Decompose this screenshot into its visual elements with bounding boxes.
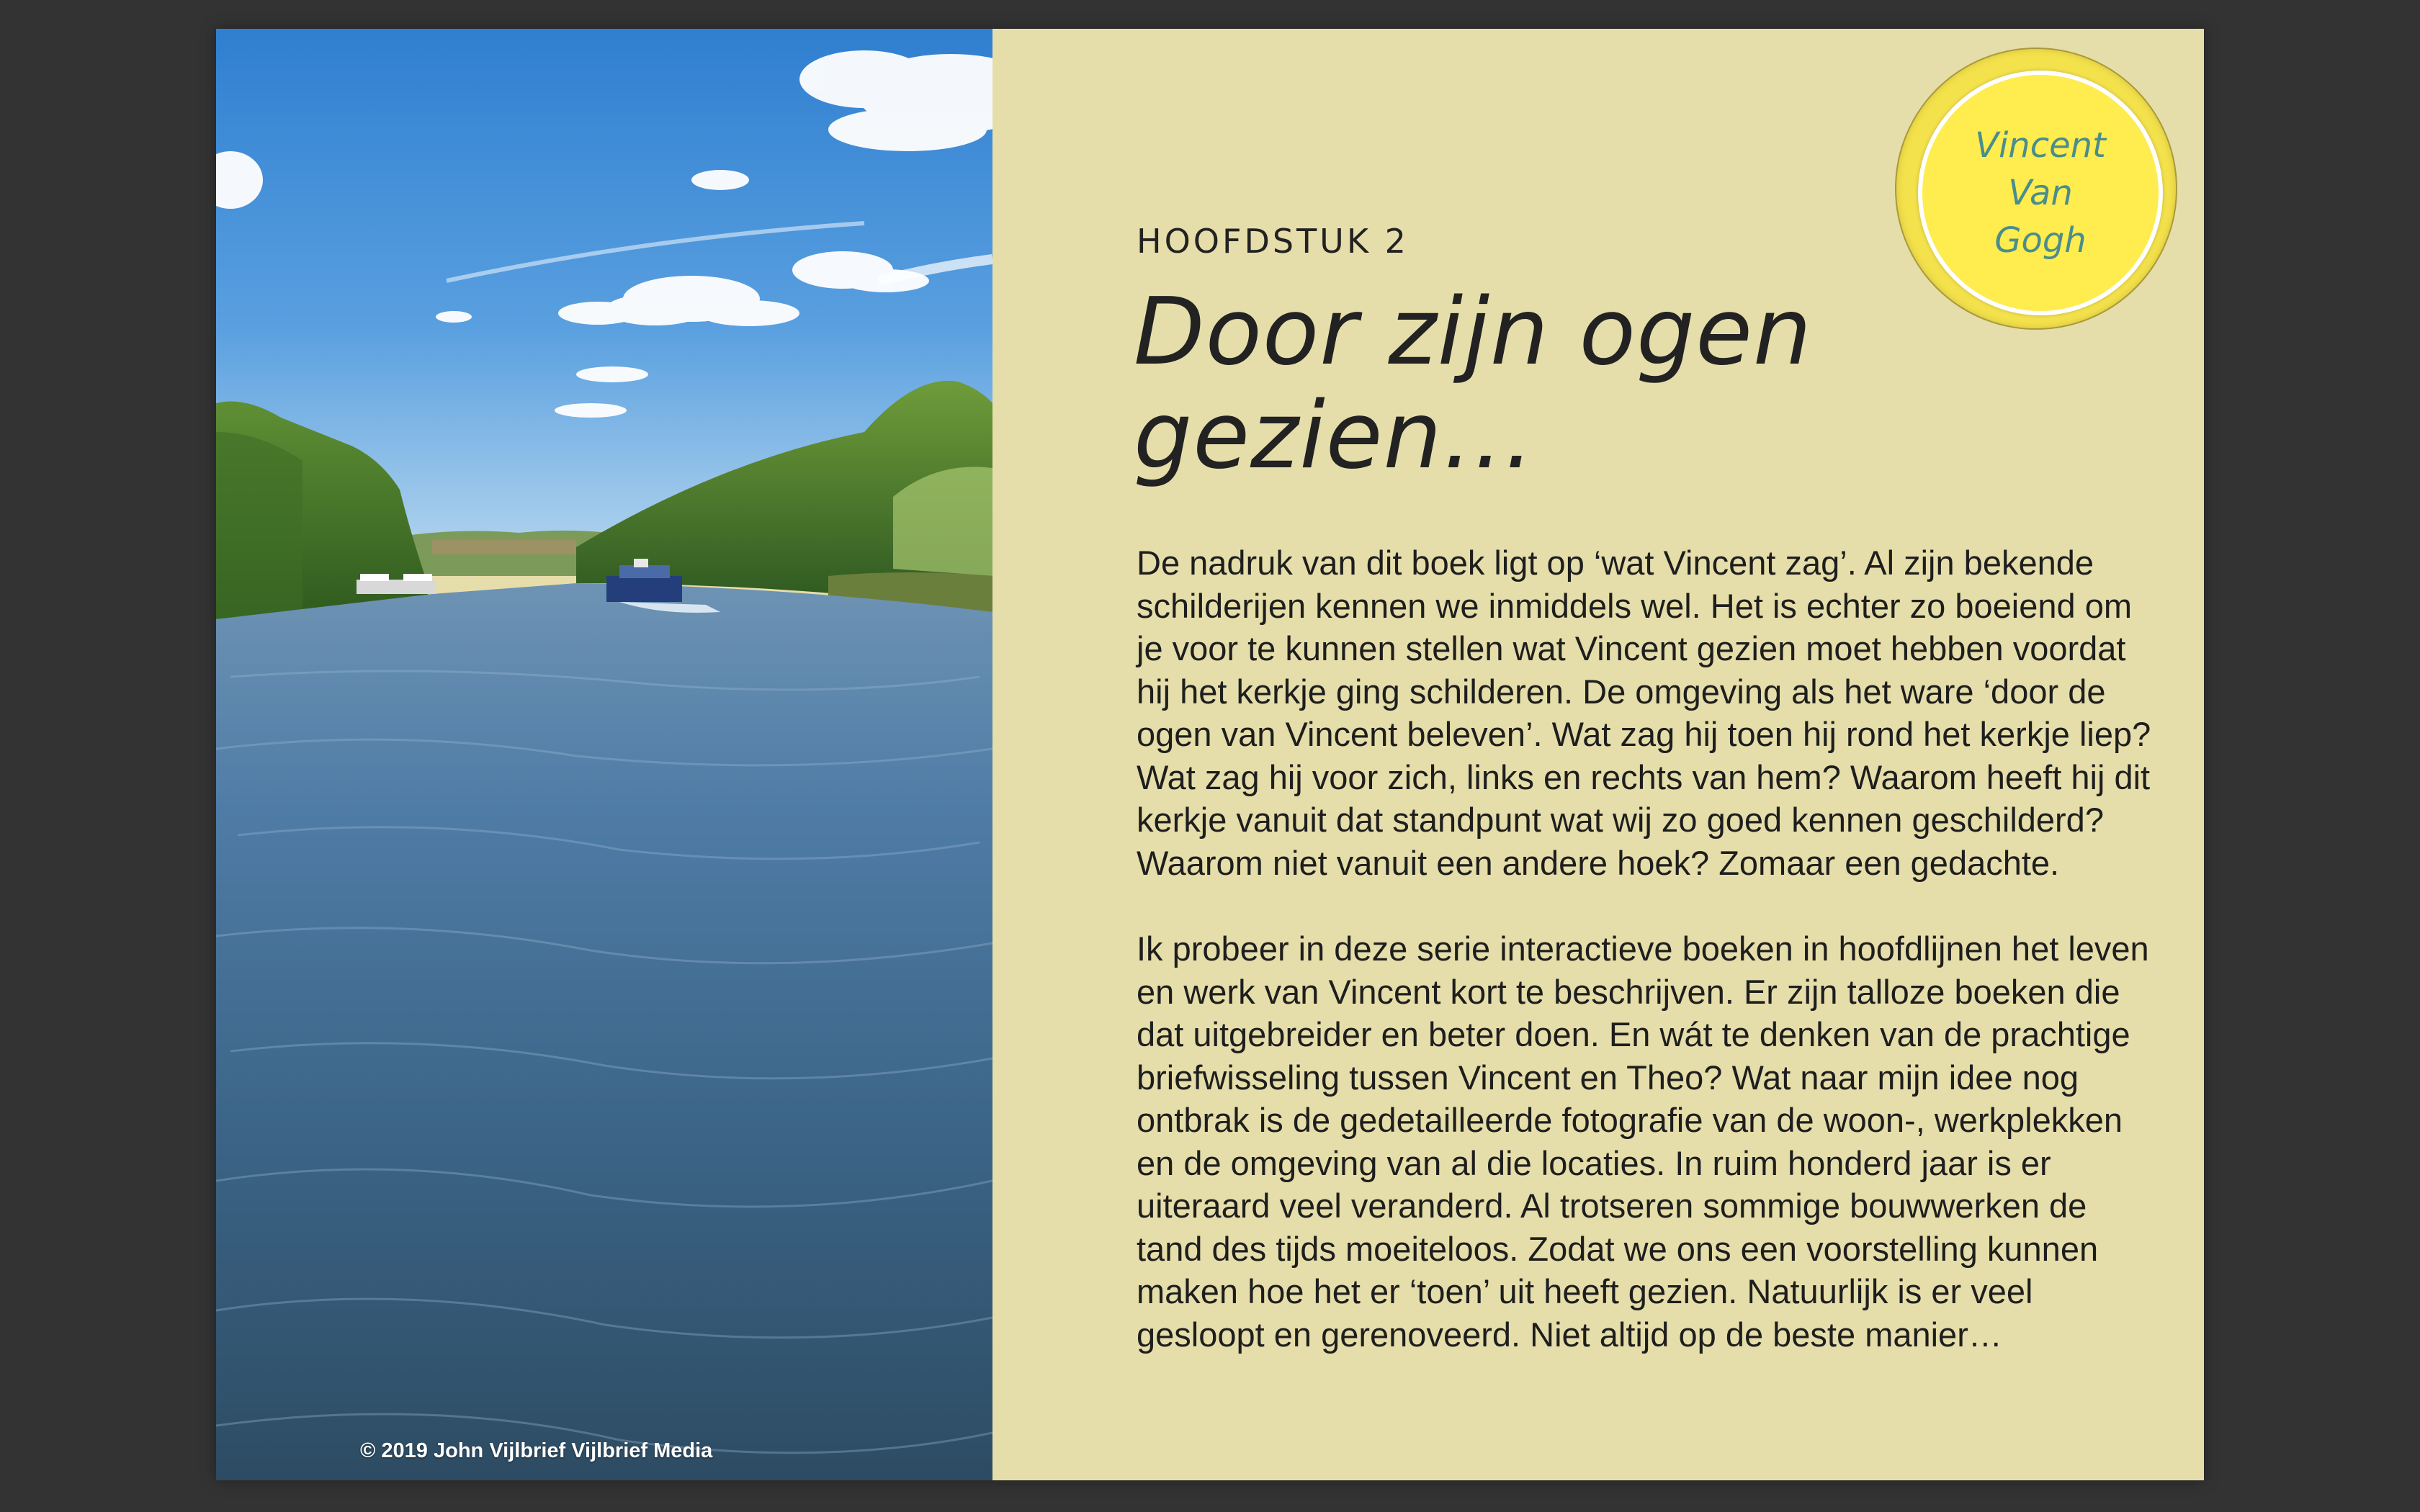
badge-line-3: Gogh bbox=[1994, 220, 2087, 261]
author-badge bbox=[1895, 48, 2177, 330]
body-text bbox=[1137, 541, 2159, 1399]
photo-page bbox=[216, 29, 992, 1480]
chapter-label: HOOFDSTUK 2 bbox=[1137, 222, 1409, 261]
book-spread bbox=[216, 29, 2204, 1480]
body-paragraph-2: Ik probeer in deze serie interactieve boeken in hoofdlijnen het leven en werk van Vincent kort te beschrijven. Er zijn talloze boeken die dat uitgebreider en beter doen. En wát te denken van de prachtige briefwisseling tussen Vincent en Theo? Wat naar mijn idee nog ontbrak is de gedetailleerde fotografie van de woon-, werkplekken en de omgeving van al die locaties. In ruim honderd jaar is er uiteraard veel veranderd. Al trotseren sommige bouwwerken de tand des tijds moeiteloos. Zodat we ons een voorstelling kunnen maken hoe het er ‘toen’ uit heeft gezien. Natuurlijk is er veel gesloopt en gerenoveerd. Niet altijd op de beste manier… bbox=[1137, 930, 2149, 1354]
river bbox=[216, 583, 992, 1480]
text-page bbox=[992, 29, 2204, 1480]
moored-boats bbox=[357, 580, 436, 594]
river-photo bbox=[216, 29, 992, 1480]
body-paragraph-1: De nadruk van dit boek ligt op ‘wat Vincent zag’. Al zijn bekende schilderijen kennen we inmiddels wel. Het is echter zo boeiend om je voor te kunnen stellen wat Vincent gezien moet hebben voordat hij het kerkje ging schilderen. De omgeving als het ware ‘door de ogen van Vincent beleven’. Wat zag hij toen hij rond het kerkje liep? Wat zag hij voor zich, links en rechts van hem? Waarom heeft hij dit kerkje vanuit dat standpunt wat wij zo goed kennen geschilderd? Waarom niet vanuit een andere hoek? Zomaar een gedachte. bbox=[1137, 544, 2151, 882]
chapter-title: Door zijn ogen gezien… bbox=[1134, 279, 1813, 490]
photo-copyright: © 2019 John Vijlbrief Vijlbrief Media bbox=[360, 1439, 713, 1462]
author-badge-inner bbox=[1918, 71, 2163, 315]
badge-line-1: Vincent bbox=[1975, 125, 2106, 166]
badge-line-2: Van bbox=[2008, 173, 2073, 213]
